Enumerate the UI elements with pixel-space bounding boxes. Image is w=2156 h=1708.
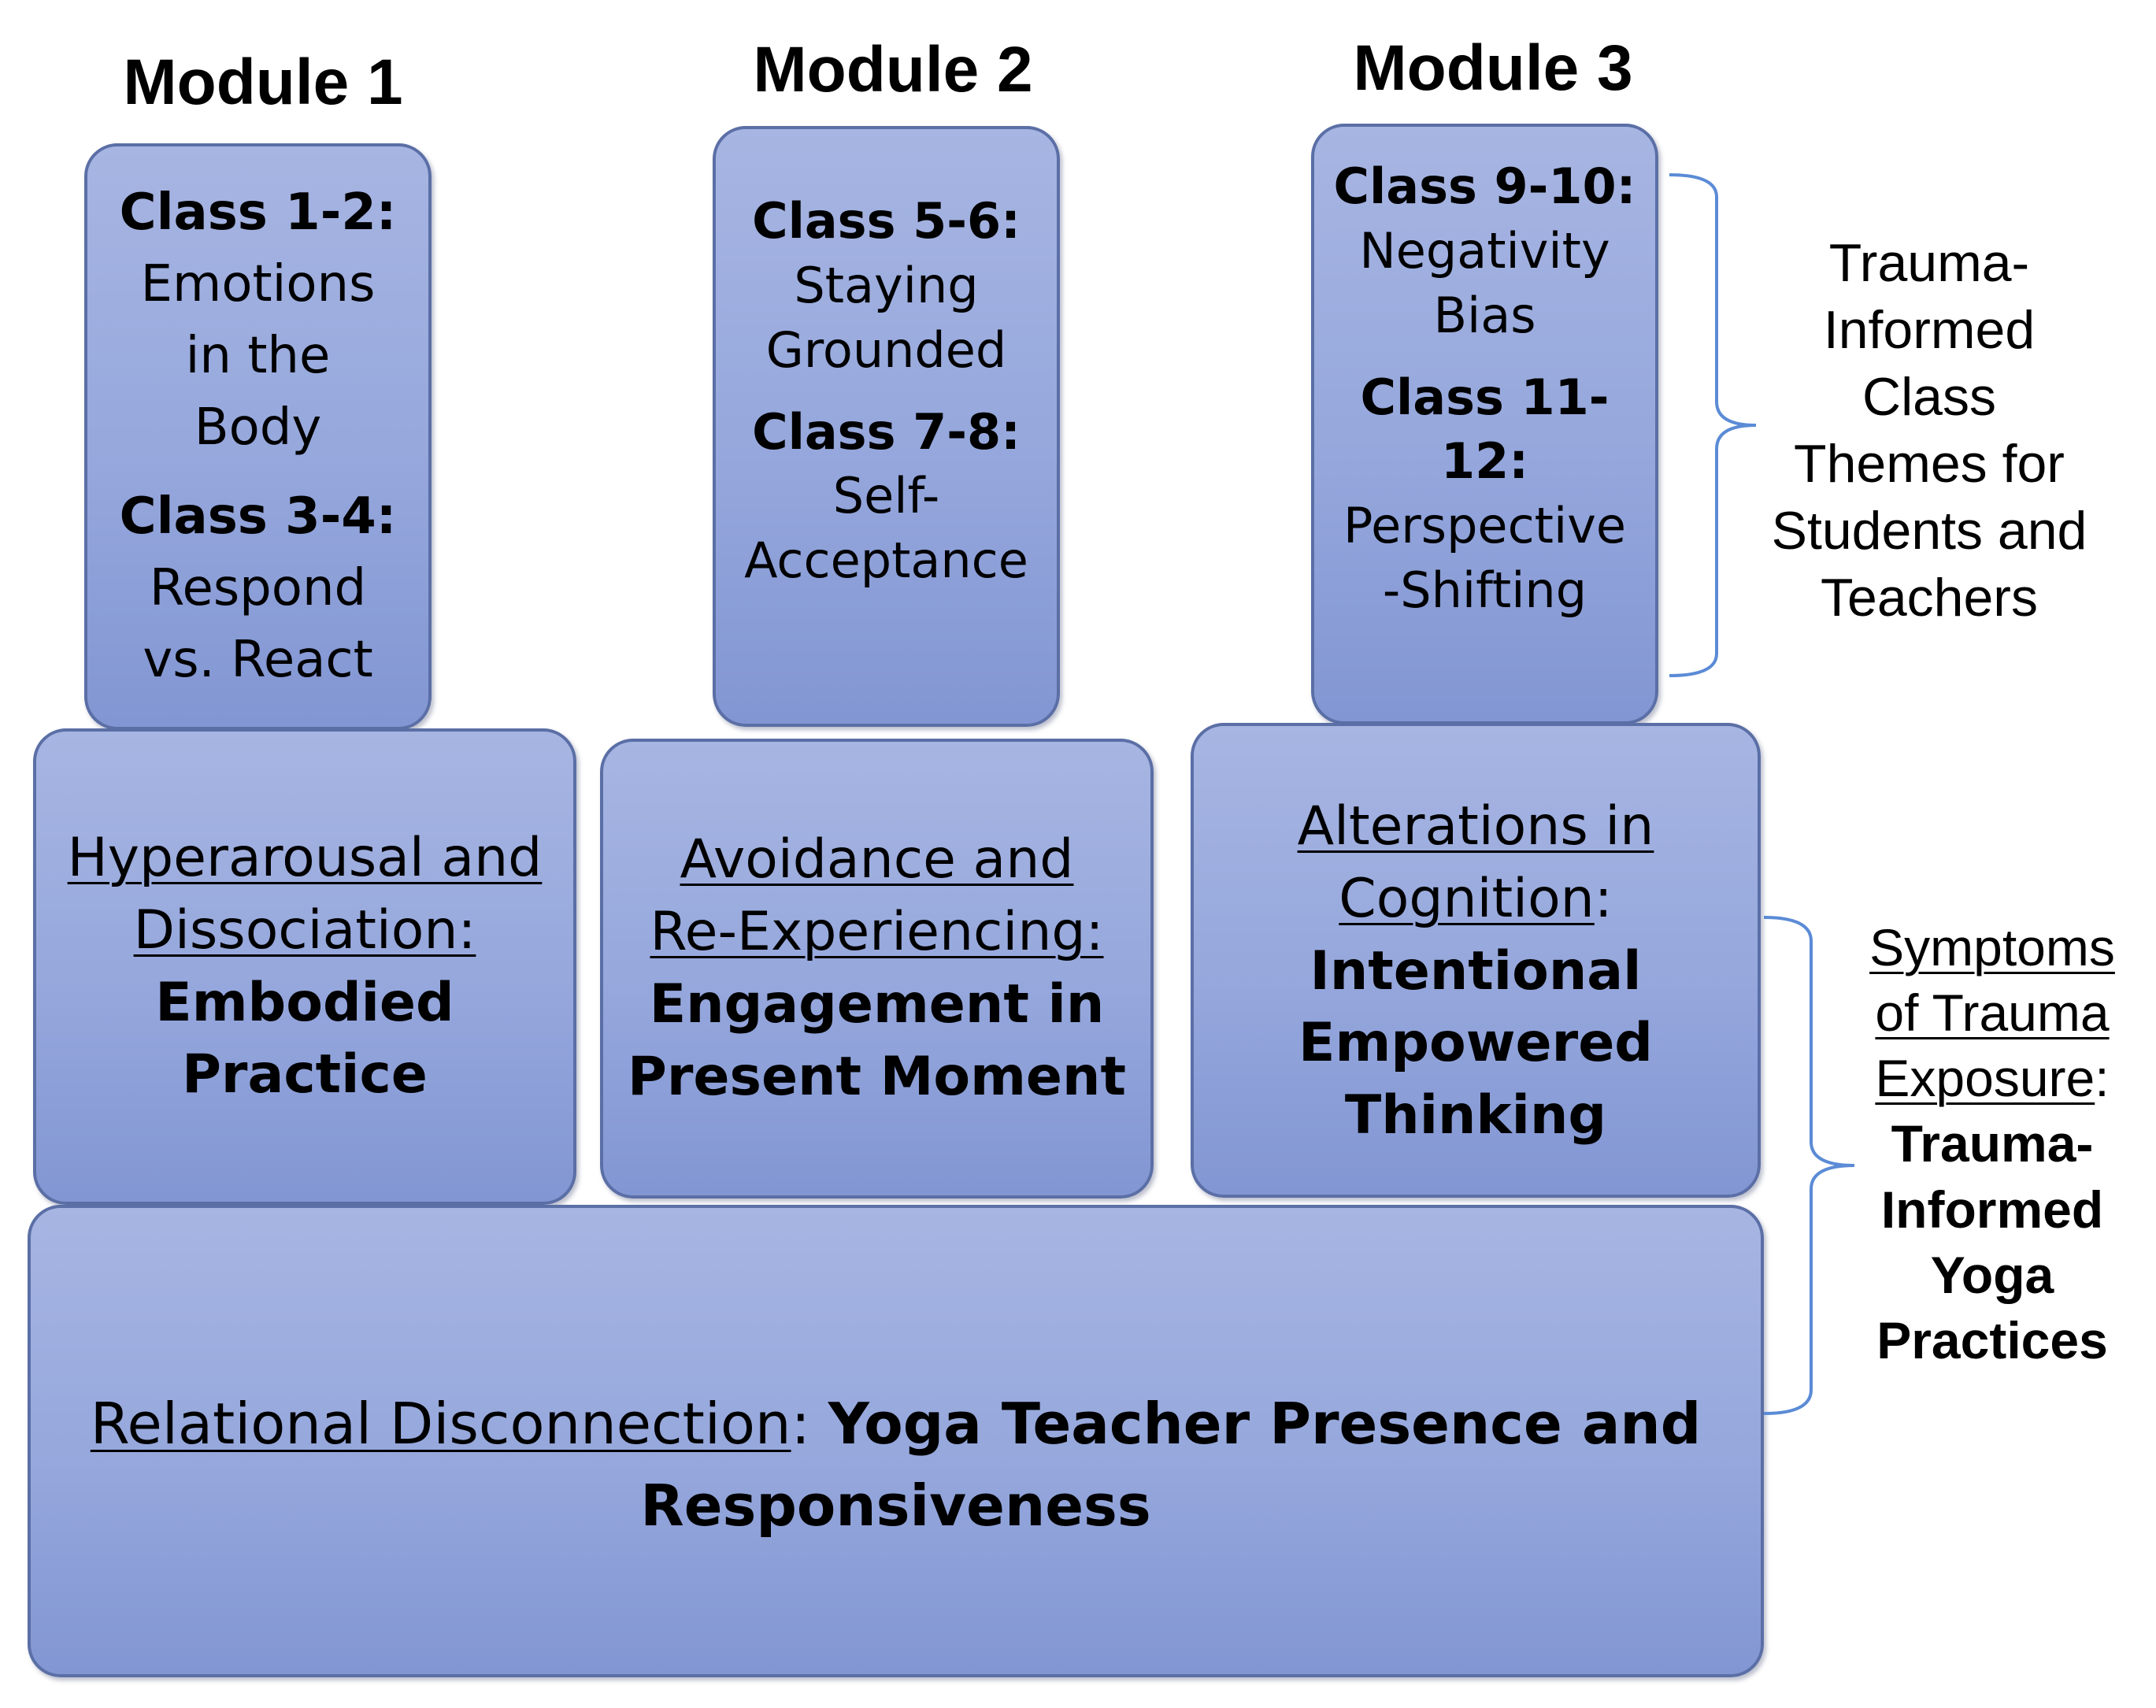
class-line: in the <box>185 327 331 386</box>
practice-label: Engagement in <box>649 973 1105 1036</box>
class-box-module-2 <box>713 126 1060 727</box>
class-themes-label <box>1740 230 2118 632</box>
class-line: Body <box>194 398 322 458</box>
practice-label: Intentional <box>1310 939 1642 1002</box>
symptom-suffix: : <box>1594 867 1613 930</box>
symptom-label: Alterations in <box>1297 795 1654 858</box>
foundation-box <box>28 1205 1764 1677</box>
symptom-label: Re-Experiencing: <box>650 901 1104 964</box>
class-heading: Class 1-2: <box>119 183 397 243</box>
symptoms-line: Symptoms <box>1869 918 2115 976</box>
class-heading: Class 11-12: <box>1360 368 1610 491</box>
class-heading: Class 7-8: <box>752 402 1021 461</box>
class-themes-line: Informed <box>1823 300 2036 360</box>
class-themes-line: Class <box>1861 367 1997 427</box>
practice-label: Embodied <box>155 971 454 1034</box>
symptom-label: Avoidance and <box>680 828 1074 891</box>
symptom-label: Cognition <box>1339 867 1595 930</box>
symptoms-suffix: : <box>2095 1049 2110 1108</box>
practice-label: Practice <box>182 1043 428 1106</box>
class-heading: Class 3-4: <box>119 487 397 546</box>
practices-line: Trauma- <box>1891 1114 2094 1173</box>
class-line: Staying <box>794 256 979 314</box>
symptoms-line-wrap <box>1835 1046 2150 1111</box>
symptom-box-2 <box>600 739 1154 1199</box>
practice-label: Thinking <box>1344 1084 1607 1147</box>
class-box-module-3 <box>1311 124 1658 724</box>
foundation-line-1 <box>91 1383 1701 1465</box>
class-themes-line: Themes for <box>1794 434 2065 494</box>
practice-label: Present Moment <box>628 1045 1126 1108</box>
class-line: Respond <box>149 558 367 617</box>
class-themes-line: Teachers <box>1821 568 2038 628</box>
symptoms-line: of Trauma <box>1875 984 2110 1043</box>
module-1-title: Module 1 <box>123 46 403 118</box>
class-themes-line: Trauma- <box>1828 233 2030 293</box>
class-line: Bias <box>1433 286 1536 344</box>
class-line: -Shifting <box>1382 561 1587 620</box>
class-line: Self- <box>832 467 940 525</box>
symptom-label: Hyperarousal and <box>67 826 543 889</box>
symptom-box-3 <box>1191 723 1761 1198</box>
foundation-practice: Yoga Teacher Presence and <box>828 1390 1702 1457</box>
class-heading: Class 9-10: <box>1333 157 1636 216</box>
class-themes-line: Students and <box>1771 501 2087 561</box>
class-heading: Class 5-6: <box>752 192 1021 250</box>
foundation-practice: Responsiveness <box>640 1473 1151 1539</box>
class-line: Emotions <box>140 255 376 314</box>
practices-line: Informed <box>1880 1180 2104 1239</box>
symptom-label: Dissociation: <box>133 898 476 961</box>
symptom-box-1 <box>33 728 576 1205</box>
practices-line: Yoga <box>1930 1245 2054 1304</box>
class-line: vs. React <box>143 630 373 689</box>
foundation-separator: : <box>791 1390 828 1457</box>
symptom-label-wrap <box>1339 863 1612 936</box>
module-3-title: Module 3 <box>1353 32 1633 104</box>
foundation-symptom: Relational Disconnection <box>90 1390 791 1457</box>
class-line: Negativity <box>1359 221 1610 280</box>
class-box-module-1 <box>84 143 432 730</box>
practices-line: Practices <box>1876 1310 2108 1369</box>
module-2-title: Module 2 <box>753 34 1033 106</box>
practice-label: Empowered <box>1298 1012 1653 1075</box>
class-line: Acceptance <box>744 532 1028 590</box>
class-line: Grounded <box>765 320 1007 379</box>
class-line: Perspective <box>1343 497 1627 555</box>
symptoms-label <box>1835 915 2150 1373</box>
symptoms-line: Exposure <box>1875 1049 2095 1108</box>
